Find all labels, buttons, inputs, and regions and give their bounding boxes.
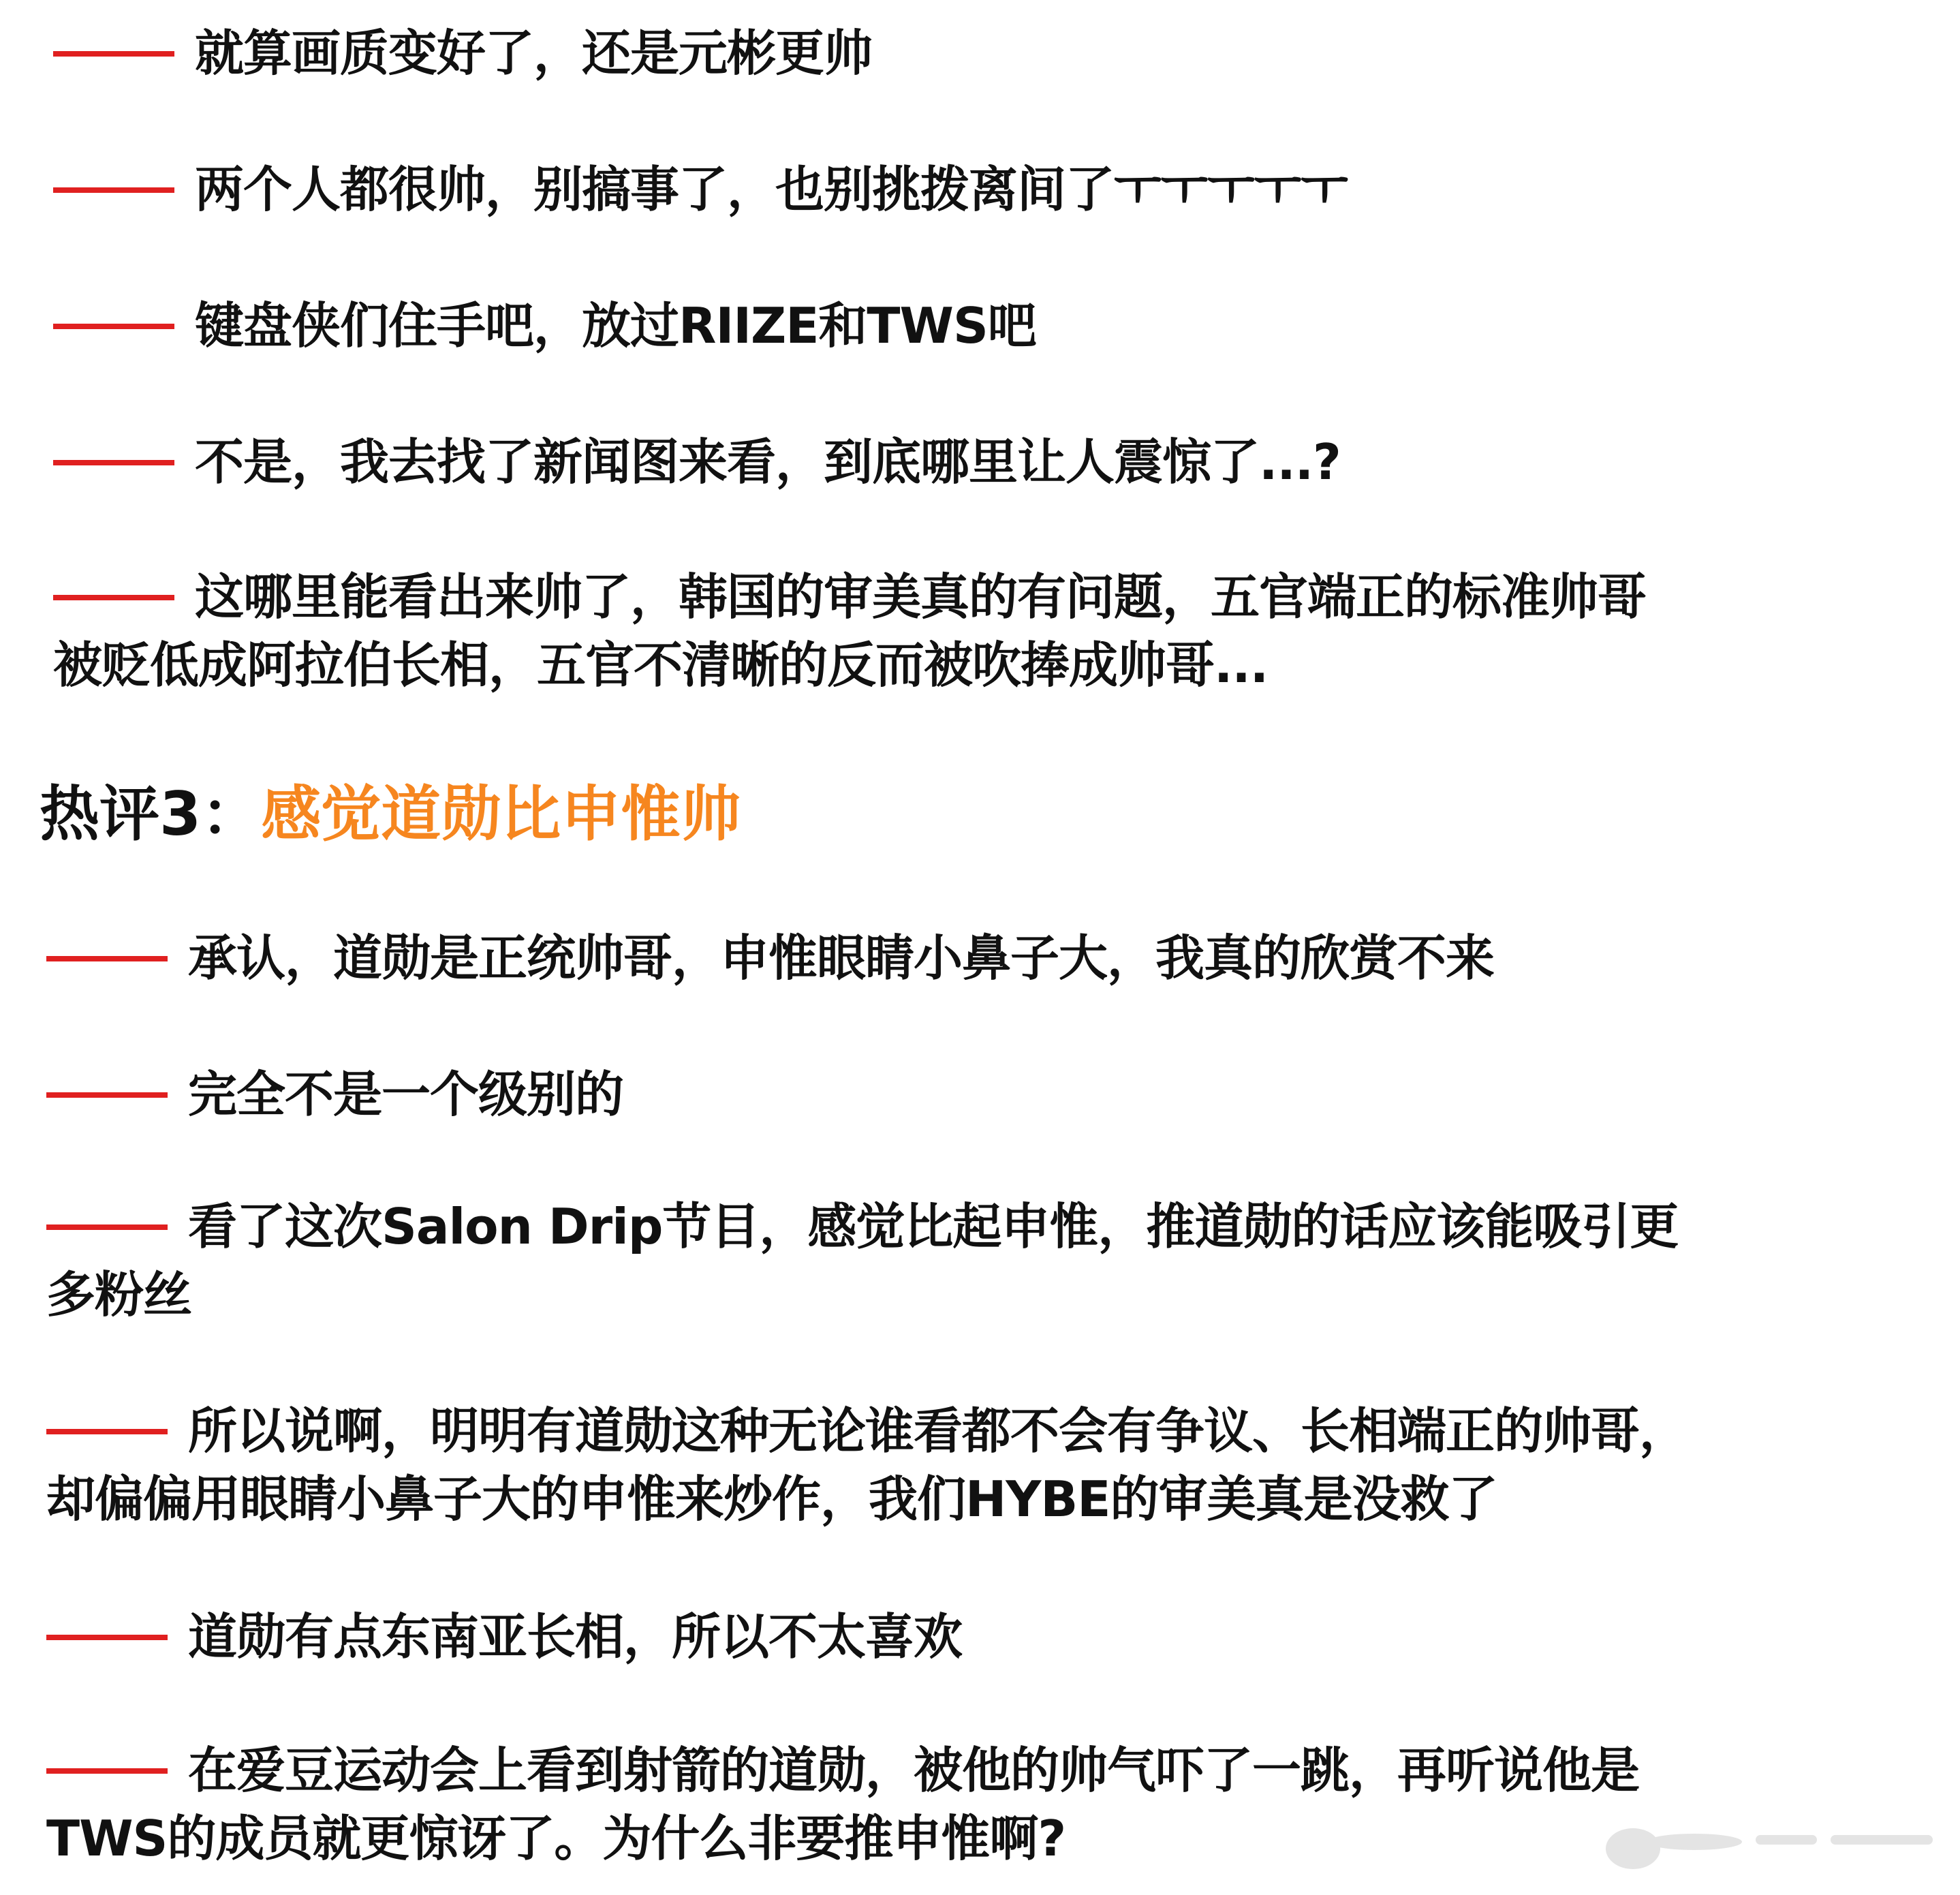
comment-item — [53, 428, 1341, 496]
hot-comment-text: 感觉道勋比申惟帅 — [261, 779, 741, 849]
red-dash-icon — [46, 1768, 168, 1774]
comment-text-continued: TWS的成员就更惊讶了。为什么非要推申惟啊? — [46, 1810, 1066, 1867]
comment-text-continued: 却偏偏用眼睛小鼻子大的申惟来炒作，我们HYBE的审美真是没救了 — [46, 1470, 1497, 1528]
comment-text: 承认，道勋是正统帅哥，申惟眼睛小鼻子大，我真的欣赏不来 — [188, 929, 1495, 987]
red-dash-icon — [53, 460, 174, 465]
comment-item — [46, 1060, 623, 1128]
comment-item — [46, 924, 1494, 992]
comment-text: 不是，我去找了新闻图来看，到底哪里让人震惊了...? — [195, 433, 1341, 491]
comment-text: 这哪里能看出来帅了，韩国的审美真的有问题，五官端正的标准帅哥 — [195, 568, 1647, 626]
comment-item — [46, 1192, 1678, 1329]
comment-item — [53, 19, 872, 87]
comment-item — [53, 563, 1646, 699]
comment-item — [53, 155, 1348, 224]
hot-comment-label: 热评3： — [40, 779, 262, 849]
comment-item — [46, 1603, 962, 1671]
red-dash-icon — [46, 1429, 168, 1434]
red-dash-icon — [46, 1635, 168, 1640]
comment-text: 道勋有点东南亚长相，所以不太喜欢 — [188, 1608, 963, 1665]
red-dash-icon — [46, 1224, 168, 1230]
red-dash-icon — [53, 187, 174, 193]
comment-text-continued: 被贬低成阿拉伯长相，五官不清晰的反而被吹捧成帅哥... — [53, 636, 1269, 694]
red-dash-icon — [53, 51, 174, 57]
red-dash-icon — [53, 595, 174, 600]
red-dash-icon — [53, 324, 174, 329]
comment-text: 在爱豆运动会上看到射箭的道勋，被他的帅气吓了一跳，再听说他是 — [188, 1742, 1640, 1799]
red-dash-icon — [46, 1092, 168, 1098]
comment-text: 就算画质变好了，还是元彬更帅 — [195, 25, 873, 82]
red-dash-icon — [46, 956, 168, 961]
comment-item — [46, 1736, 1639, 1873]
comment-text: 两个人都很帅，别搞事了，也别挑拨离间了ㅜㅜㅜㅜㅜ — [195, 161, 1348, 218]
comment-text: 键盘侠们住手吧，放过RIIZE和TWS吧 — [195, 297, 1036, 354]
watermark-logo — [1592, 1801, 1946, 1883]
comment-text: 完全不是一个级别的 — [188, 1066, 624, 1123]
comment-item — [53, 292, 1036, 360]
comment-text: 所以说啊，明明有道勋这种无论谁看都不会有争议、长相端正的帅哥， — [188, 1402, 1688, 1460]
hot-comment-title — [40, 777, 741, 852]
comment-text: 看了这次Salon Drip节目，感觉比起申惟，推道勋的话应该能吸引更 — [188, 1198, 1679, 1255]
comment-text-continued: 多粉丝 — [46, 1266, 192, 1323]
comment-item — [46, 1397, 1687, 1533]
